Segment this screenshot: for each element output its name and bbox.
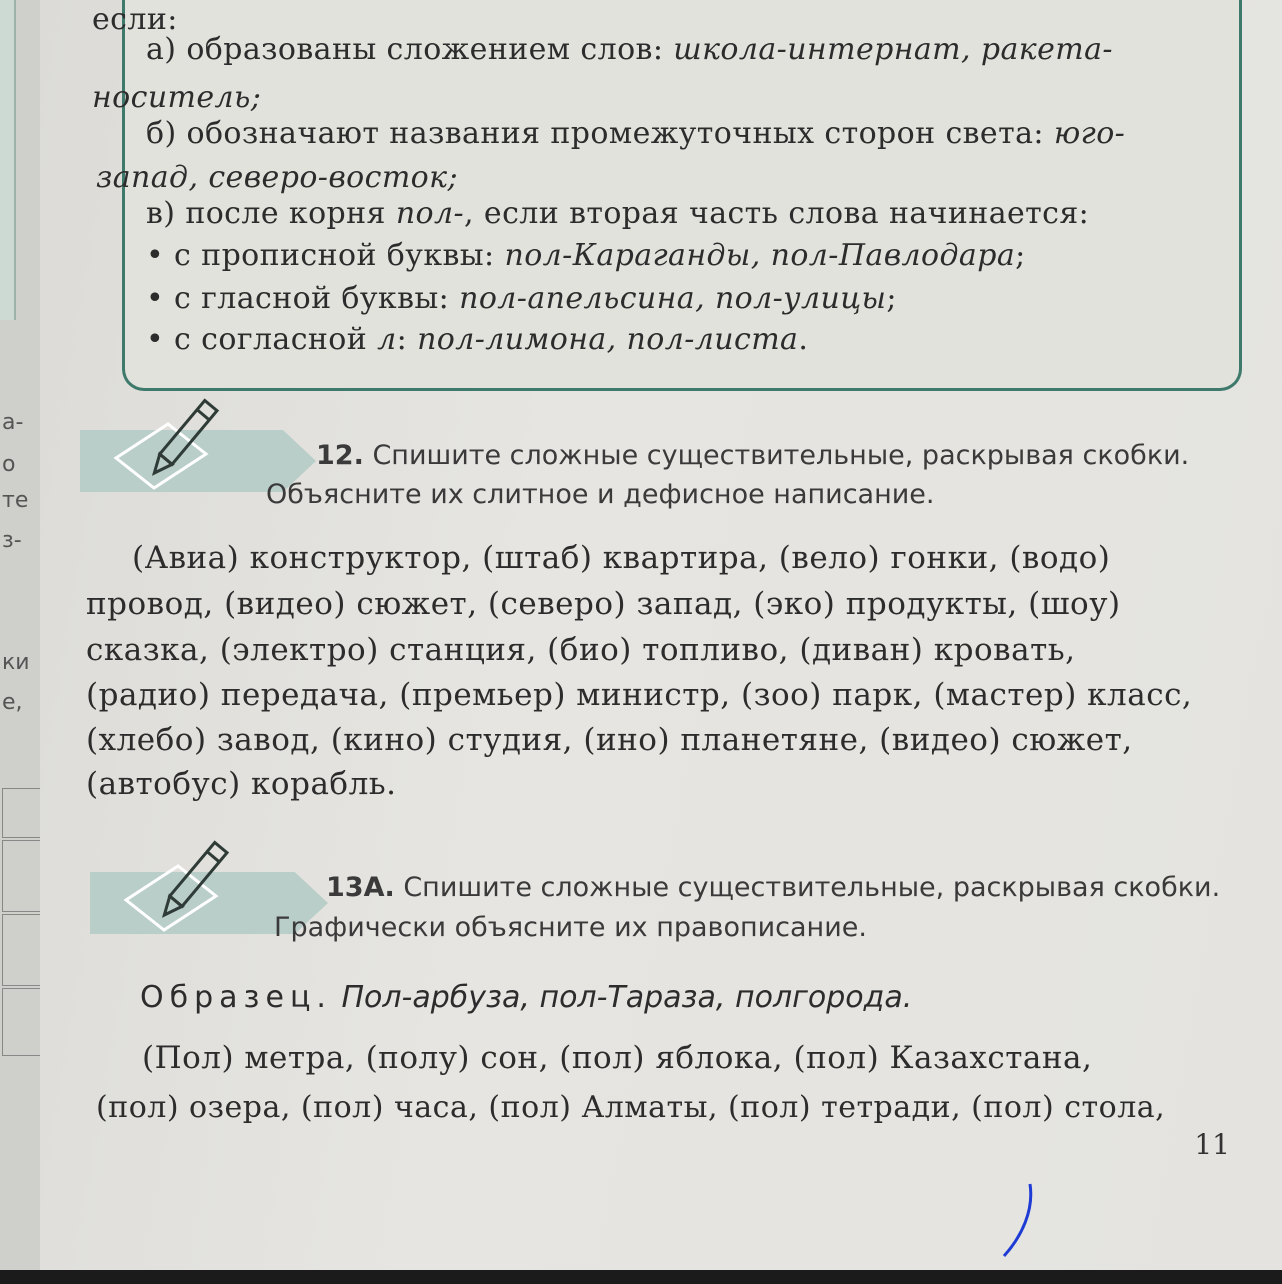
previous-page-table-cell — [2, 914, 44, 986]
task12-text-line: (хлебо) завод, (кино) студия, (ино) планетяне, (видео) сюжет, — [86, 722, 1133, 758]
textbook-page — [40, 0, 1282, 1270]
task13a-heading-line2: Графически объясните их правописание. — [274, 912, 867, 943]
pencil-icon — [108, 396, 258, 496]
rule-bullet-vowel: • с гласной буквы: пол-апельсина, пол-улицы; — [146, 281, 897, 316]
pen-mark — [970, 1180, 1050, 1260]
sample-label: Образец. — [140, 980, 332, 1015]
pencil-icon — [118, 838, 268, 938]
task13a-text-line: (пол) озера, (пол) часа, (пол) Алматы, (пол) тетради, (пол) стола, — [96, 1090, 1166, 1125]
rule-line-a: а) образованы сложением слов: школа-интернат, ракета- — [146, 32, 1113, 67]
task12-text-line: (радио) передача, (премьер) министр, (зоо) парк, (мастер) класс, — [86, 677, 1193, 713]
previous-page-green-bar — [0, 0, 16, 320]
task12-heading-line2: Объясните их слитное и дефисное написание. — [266, 479, 935, 510]
previous-page-fragment: о — [2, 452, 16, 477]
previous-page-fragment: те — [2, 488, 29, 513]
task13a-heading-line1: 13А. Спишите сложные существительные, раскрывая скобки. — [326, 872, 1221, 903]
task12-text-line: провод, (видео) сюжет, (северо) запад, (эко) продукты, (шоу) — [86, 586, 1121, 622]
sample-line — [140, 980, 912, 1015]
task12-heading-line1: 12. Спишите сложные существительные, раскрывая скобки. — [316, 440, 1190, 471]
task12-text-line: (Авиа) конструктор, (штаб) квартира, (вело) гонки, (водо) — [132, 540, 1111, 576]
rule-line-b: б) обозначают названия промежуточных сторон света: юго- — [146, 116, 1126, 151]
rule-line-c: в) после корня пол-, если вторая часть слова начинается: — [146, 196, 1090, 231]
task12-text-line: сказка, (электро) станция, (био) топливо, (диван) кровать, — [86, 632, 1076, 668]
sample-example: Пол-арбуза, пол-Тараза, полгорода. — [341, 980, 913, 1015]
rule-bullet-capital: • с прописной буквы: пол-Караганды, пол-Павлодара; — [146, 238, 1026, 273]
bottom-edge-shadow — [0, 1270, 1282, 1284]
page-number: 11 — [1194, 1128, 1230, 1161]
task13a-text-line: (Пол) метра, (полу) сон, (пол) яблока, (пол) Казахстана, — [142, 1040, 1093, 1076]
rule-line-a-cont: носитель; — [92, 80, 262, 115]
previous-page-table-cell — [2, 988, 44, 1056]
previous-page-fragment: з- — [2, 528, 22, 553]
rule-line-b-cont: запад, северо-восток; — [96, 160, 458, 195]
previous-page-table-cell — [2, 788, 44, 838]
previous-page-fragment: е, — [2, 690, 23, 715]
previous-page-table-cell — [2, 840, 44, 912]
previous-page-fragment: ки — [2, 650, 30, 675]
rule-line: если: — [92, 2, 178, 37]
previous-page-fragment: а- — [2, 410, 24, 435]
rule-bullet-consonant: • с согласной л: пол-лимона, пол-листа. — [146, 322, 809, 357]
task12-text-line: (автобус) корабль. — [86, 766, 397, 802]
